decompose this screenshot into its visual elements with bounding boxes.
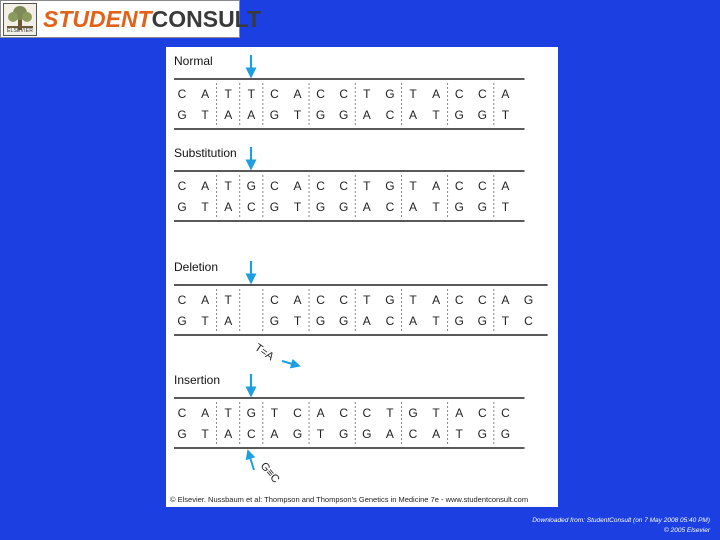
base-bottom-1-10: A <box>408 200 418 214</box>
base-bottom-1-5: T <box>293 200 302 214</box>
base-bottom-1-4: G <box>269 200 280 214</box>
download-line: Downloaded from: StudentConsult (on 7 May 2008 05:40 PM) <box>532 517 710 524</box>
base-bottom-2-10: A <box>408 314 418 328</box>
base-bottom-0-6: G <box>315 108 326 122</box>
base-top-1-1: A <box>201 179 210 193</box>
base-top-2-12: C <box>454 293 464 307</box>
base-bottom-2-9: C <box>385 314 395 328</box>
base-bottom-3-4: A <box>270 427 279 441</box>
removed-base-pair-label: T=A <box>252 341 276 364</box>
base-bottom-3-6: T <box>316 427 325 441</box>
base-top-1-6: C <box>316 179 325 193</box>
base-bottom-1-0: G <box>177 200 187 214</box>
base-top-0-10: T <box>409 87 417 101</box>
base-bottom-3-12: T <box>455 427 463 441</box>
base-top-0-2: T <box>224 87 232 101</box>
download-note <box>532 516 710 536</box>
base-top-0-1: A <box>201 87 210 101</box>
base-top-3-12: A <box>455 406 464 420</box>
student-consult-logo <box>0 0 262 38</box>
elsevier-label: ELSEVIER <box>6 28 34 34</box>
base-bottom-2-13: G <box>477 314 487 328</box>
base-top-1-8: T <box>363 179 371 193</box>
base-top-2-6: C <box>316 293 325 307</box>
base-bottom-3-8: G <box>362 427 372 441</box>
base-top-3-3: G <box>246 406 256 420</box>
base-top-0-0: C <box>177 87 187 101</box>
base-bottom-1-1: T <box>201 200 209 214</box>
base-top-2-13: C <box>477 293 487 307</box>
base-bottom-2-0: G <box>177 314 187 328</box>
base-top-2-14: A <box>501 293 510 307</box>
base-bottom-2-14: T <box>501 314 510 328</box>
base-bottom-3-3: C <box>246 427 256 441</box>
base-top-1-13: C <box>477 179 487 193</box>
base-top-3-4: T <box>270 406 279 420</box>
base-top-3-9: T <box>386 406 394 420</box>
base-bottom-2-5: T <box>293 314 302 328</box>
panel-title-insertion: Insertion <box>174 373 221 387</box>
base-top-2-5: A <box>293 293 302 307</box>
base-bottom-1-9: C <box>385 200 395 214</box>
base-top-0-6: C <box>316 87 325 101</box>
base-bottom-0-1: T <box>201 108 209 122</box>
base-top-1-12: C <box>454 179 464 193</box>
base-bottom-0-10: A <box>408 108 418 122</box>
base-bottom-0-3: A <box>247 108 256 122</box>
base-top-3-11: T <box>432 406 440 420</box>
base-bottom-3-2: A <box>224 427 233 441</box>
base-top-0-5: A <box>293 87 302 101</box>
base-bottom-1-3: C <box>246 200 256 214</box>
inserted-pair-arrow <box>249 454 254 470</box>
base-top-1-0: C <box>177 179 187 193</box>
base-top-3-7: C <box>339 406 349 420</box>
base-top-2-10: T <box>409 293 417 307</box>
base-top-0-3: T <box>247 87 255 101</box>
base-top-1-4: C <box>270 179 279 193</box>
base-bottom-3-1: T <box>201 427 209 441</box>
base-bottom-0-12: G <box>454 108 464 122</box>
base-bottom-1-12: G <box>454 200 464 214</box>
base-top-3-13: C <box>477 406 487 420</box>
base-top-2-11: A <box>432 293 441 307</box>
base-bottom-0-11: T <box>432 108 440 122</box>
base-top-2-8: T <box>363 293 371 307</box>
base-top-1-7: C <box>339 179 349 193</box>
base-bottom-1-11: T <box>432 200 440 214</box>
base-top-2-1: A <box>201 293 210 307</box>
base-top-3-5: C <box>293 406 302 420</box>
base-bottom-0-2: A <box>224 108 233 122</box>
base-top-2-4: C <box>270 293 279 307</box>
base-top-3-2: T <box>224 406 232 420</box>
base-top-2-2: T <box>224 293 232 307</box>
base-top-0-11: A <box>432 87 441 101</box>
base-bottom-2-12: G <box>454 314 464 328</box>
base-top-0-9: G <box>385 87 395 101</box>
base-bottom-0-8: A <box>362 108 371 122</box>
base-top-1-10: T <box>409 179 417 193</box>
base-bottom-2-7: G <box>339 314 349 328</box>
base-bottom-2-2: A <box>224 314 233 328</box>
base-bottom-0-14: T <box>501 108 510 122</box>
base-bottom-3-0: G <box>177 427 187 441</box>
brand-word-student: STUDENT <box>43 6 152 32</box>
brand-name <box>43 7 261 31</box>
base-top-0-14: A <box>501 87 510 101</box>
base-top-1-9: G <box>385 179 395 193</box>
base-top-0-8: T <box>363 87 371 101</box>
base-top-3-8: C <box>362 406 372 420</box>
panel-title-substitution: Substitution <box>174 146 237 160</box>
base-bottom-2-8: A <box>362 314 371 328</box>
base-bottom-3-5: G <box>292 427 303 441</box>
figure-credit: © Elsevier. Nussbaum et al: Thompson and Thompson's Genetics in Medicine 7e - www.studentconsult.com <box>170 495 529 504</box>
base-top-0-7: C <box>339 87 349 101</box>
base-top-1-3: G <box>246 179 256 193</box>
base-bottom-2-15: C <box>524 314 533 328</box>
base-bottom-0-5: T <box>293 108 302 122</box>
dna-mutation-diagram <box>166 47 558 493</box>
base-bottom-2-4: G <box>269 314 280 328</box>
base-bottom-0-0: G <box>177 108 187 122</box>
base-bottom-3-11: A <box>432 427 441 441</box>
base-top-0-13: C <box>477 87 487 101</box>
base-bottom-1-8: A <box>362 200 371 214</box>
base-top-2-7: C <box>339 293 349 307</box>
elsevier-tree-icon <box>3 3 37 36</box>
base-bottom-2-6: G <box>315 314 326 328</box>
removed-pair-arrow <box>282 361 296 365</box>
base-bottom-0-7: G <box>339 108 349 122</box>
base-top-2-0: C <box>177 293 187 307</box>
base-top-3-0: C <box>177 406 187 420</box>
base-bottom-0-13: G <box>477 108 487 122</box>
base-bottom-1-14: T <box>501 200 510 214</box>
base-top-0-4: C <box>270 87 279 101</box>
base-bottom-3-13: G <box>477 427 487 441</box>
base-bottom-0-9: C <box>385 108 395 122</box>
base-bottom-1-6: G <box>315 200 326 214</box>
base-bottom-0-4: G <box>269 108 280 122</box>
base-bottom-3-14: G <box>500 427 511 441</box>
copyright-line: © 2005 Elsevier <box>664 527 710 534</box>
panel-title-normal: Normal <box>174 54 213 68</box>
base-top-1-5: A <box>293 179 302 193</box>
base-top-3-10: G <box>408 406 418 420</box>
mutation-types-figure <box>166 47 558 507</box>
base-top-1-2: T <box>224 179 232 193</box>
brand-word-consult: CONSULT <box>151 6 262 32</box>
base-top-0-12: C <box>454 87 464 101</box>
panel-title-deletion: Deletion <box>174 260 219 274</box>
base-top-3-14: C <box>501 406 510 420</box>
base-bottom-3-10: C <box>408 427 418 441</box>
base-bottom-3-9: A <box>385 427 394 441</box>
base-bottom-2-1: T <box>201 314 209 328</box>
base-bottom-2-11: T <box>432 314 440 328</box>
base-bottom-1-2: A <box>224 200 233 214</box>
base-top-2-15: G <box>523 293 534 307</box>
base-top-3-1: A <box>201 406 210 420</box>
inserted-base-pair-label: G≡C <box>257 460 282 486</box>
base-top-2-9: G <box>385 293 395 307</box>
base-bottom-3-7: G <box>339 427 349 441</box>
base-top-1-14: A <box>501 179 510 193</box>
base-top-3-6: A <box>316 406 325 420</box>
base-bottom-1-13: G <box>477 200 487 214</box>
base-bottom-1-7: G <box>339 200 349 214</box>
base-top-1-11: A <box>432 179 441 193</box>
